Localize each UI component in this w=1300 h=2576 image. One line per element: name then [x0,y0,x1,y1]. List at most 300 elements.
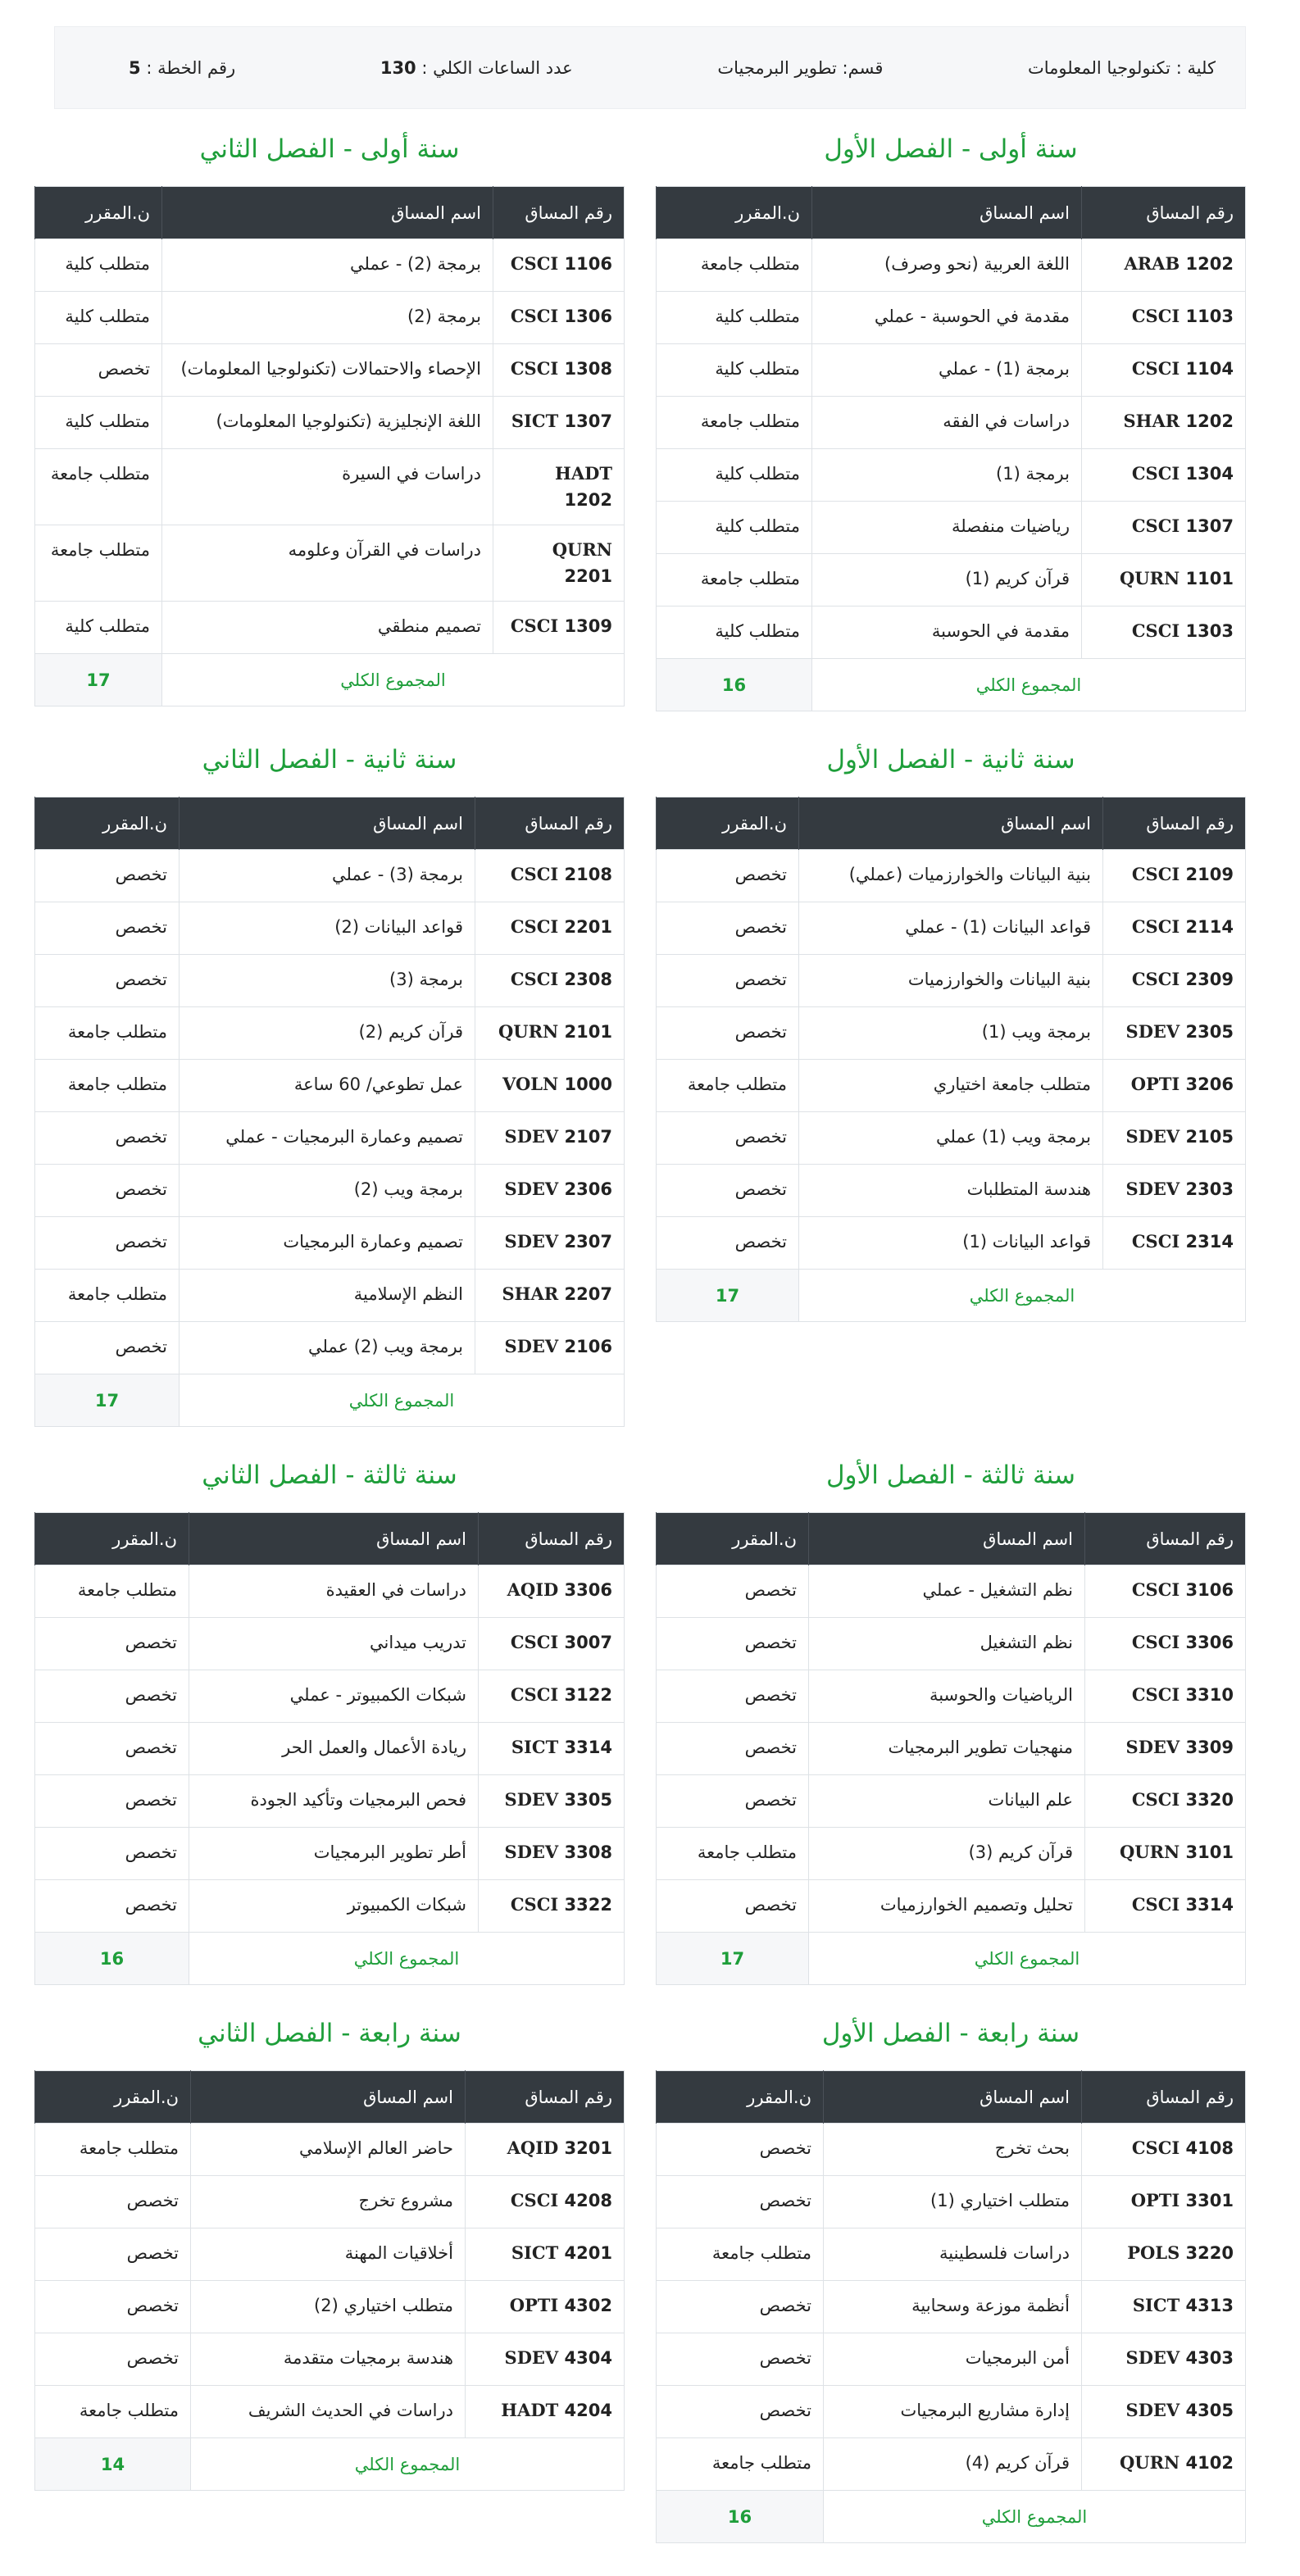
table-row [657,397,1246,449]
table-row [35,955,625,1007]
course-code-text [511,864,612,884]
courses-table [34,2070,625,2491]
course-type: متطلب جامعة [657,2228,824,2281]
course-name: دراسات في الفقه [812,397,1082,449]
table-header-row [657,2071,1246,2124]
course-number: 3314 [564,1738,612,1757]
course-code [1103,955,1246,1007]
course-number: 4302 [564,2296,612,2315]
course-prefix: CSCI [510,1632,559,1652]
course-type: تخصص [657,902,799,955]
course-code-text [511,1737,612,1757]
course-code [466,2124,625,2176]
course-number: 2314 [1185,1232,1234,1252]
course-name: أطر تطوير البرمجيات [189,1828,479,1880]
course-code [466,2281,625,2333]
table-row [657,1723,1246,1775]
total-label: المجموع الكلي [824,2491,1246,2543]
course-prefix: SDEV [1125,1179,1180,1199]
table-row [657,292,1246,344]
course-code [1103,1007,1246,1060]
table-row [35,850,625,902]
course-code-text [1132,969,1234,989]
course-name: فحص البرمجيات وتأكيد الجودة [189,1775,479,1828]
table-row [657,1565,1246,1618]
course-code-text [505,1126,612,1147]
course-name: حاضر العالم الإسلامي [191,2124,466,2176]
course-number: 2307 [564,1232,612,1252]
course-code [1082,397,1246,449]
table-row [35,1322,625,1374]
course-type: متطلب جامعة [35,2386,191,2438]
course-code-text [1120,568,1234,588]
table-header-row [657,797,1246,850]
course-number: 3306 [1185,1633,1234,1652]
column-header-code: رقم المساق [1082,187,1246,239]
course-prefix: CSCI [1131,463,1180,484]
course-prefix: CSCI [1131,1231,1180,1252]
course-prefix: OPTI [1130,2190,1180,2210]
column-header-name: اسم المساق [812,187,1082,239]
total-row [35,654,625,706]
course-code [1103,1060,1246,1112]
course-number: 2303 [1185,1179,1234,1199]
course-number: 3322 [564,1895,612,1915]
course-code [1082,607,1246,659]
department-info [717,58,883,78]
table-row [657,1828,1246,1880]
column-header-type: ن.المقرر [35,1513,189,1565]
course-prefix: CSCI [1131,1579,1180,1600]
course-name: علم البيانات [809,1775,1085,1828]
semester-block [656,1450,1246,1985]
course-code-text [502,1283,612,1304]
course-name: برمجة (1) - عملي [812,344,1082,397]
course-name: هندسة المتطلبات [799,1165,1103,1217]
course-number: 1304 [1185,464,1234,484]
course-code [475,1007,625,1060]
course-type: تخصص [35,1723,189,1775]
course-prefix: QURN [1119,1842,1180,1862]
course-code [1085,1880,1246,1933]
course-number: 2201 [564,566,612,586]
course-name: برمجة ويب (1) [799,1007,1103,1060]
column-header-name: اسم المساق [191,2071,466,2124]
course-name: أخلاقيات المهنة [191,2228,466,2281]
course-name: اللغة العربية (نحو وصرف) [812,239,1082,292]
course-number: 3306 [564,1580,612,1600]
course-number: 3309 [1185,1738,1234,1757]
total-row [35,1374,625,1427]
column-header-name: اسم المساق [824,2071,1082,2124]
course-prefix: SDEV [504,1789,559,1810]
course-type: متطلب جامعة [657,1060,799,1112]
course-name: الإحصاء والاحتمالات (تكنولوجيا المعلومات) [162,344,493,397]
total-row [657,659,1246,711]
course-name: مشروع تخرج [191,2176,466,2228]
course-number: 2114 [1185,917,1234,937]
course-number: 2106 [564,1337,612,1356]
table-row [35,1618,625,1670]
column-header-type: ن.المقرر [35,2071,191,2124]
table-row [35,1270,625,1322]
course-code [1082,2176,1246,2228]
course-code-text [501,2400,612,2420]
course-name: تحليل وتصميم الخوارزميات [809,1880,1085,1933]
table-header-row [657,1513,1246,1565]
course-type: متطلب جامعة [35,449,162,525]
course-code [1082,2124,1246,2176]
course-type: متطلب جامعة [35,2124,191,2176]
course-name: قرآن كريم (3) [809,1828,1085,1880]
course-code-text [1133,2295,1234,2315]
course-prefix: QURN [552,539,612,560]
course-name: بنية البيانات والخوارزميات (عملي) [799,850,1103,902]
course-type: متطلب كلية [657,502,812,554]
course-number: 3320 [1185,1790,1234,1810]
course-name: برمجة (3) [180,955,475,1007]
course-type: متطلب جامعة [35,1007,180,1060]
course-code [1103,850,1246,902]
plan-number-info [129,58,235,78]
course-number: 4304 [564,2348,612,2368]
semester-block [34,1450,625,1985]
course-type: تخصص [657,2333,824,2386]
course-prefix: OPTI [509,2295,559,2315]
course-name: قرآن كريم (1) [812,554,1082,607]
course-name: رياضيات منفصلة [812,502,1082,554]
course-code [493,602,625,654]
column-header-type: ن.المقرر [657,797,799,850]
course-code-text [1132,1632,1234,1652]
table-row [35,1775,625,1828]
course-code [1082,292,1246,344]
course-number: 1202 [1185,254,1234,274]
course-number: 2107 [564,1127,612,1147]
table-row [657,850,1246,902]
course-type: تخصص [35,1880,189,1933]
table-header-row [35,187,625,239]
course-code-text [511,2190,612,2210]
course-prefix: CSCI [1131,358,1180,379]
course-prefix: SDEV [1125,2347,1180,2368]
course-prefix: SDEV [504,2347,559,2368]
course-code-text [511,411,612,431]
course-name: دراسات في العقيدة [189,1565,479,1618]
course-type: متطلب جامعة [35,1060,180,1112]
course-name: برمجة (3) - عملي [180,850,475,902]
course-code [1103,1112,1246,1165]
plan-number-value: 5 [129,57,141,78]
course-number: 1101 [1185,569,1234,588]
course-number: 2309 [1185,970,1234,989]
course-type: تخصص [35,344,162,397]
semester-block [656,734,1246,1322]
table-row [657,2124,1246,2176]
course-prefix: CSCI [510,253,559,274]
course-number: 3314 [1185,1895,1234,1915]
course-name: برمجة ويب (1) عملي [799,1112,1103,1165]
table-row [35,397,625,449]
courses-table [34,797,625,1427]
table-row [35,1565,625,1618]
course-type: متطلب كلية [657,292,812,344]
course-type: تخصص [657,1565,809,1618]
course-type: متطلب جامعة [35,1565,189,1618]
course-number: 1202 [564,490,612,510]
course-code-text [1126,2347,1234,2368]
course-code-text [511,2242,612,2263]
course-code-text [507,2138,612,2158]
course-code-text [1126,2400,1234,2420]
table-row [657,1060,1246,1112]
course-prefix: SDEV [504,1126,559,1147]
course-name: متطلب اختياري (2) [191,2281,466,2333]
total-label: المجموع الكلي [180,1374,625,1427]
course-code [475,955,625,1007]
table-row [35,1723,625,1775]
course-code [1103,902,1246,955]
course-type: تخصص [657,1670,809,1723]
course-code [479,1618,625,1670]
course-code-text [510,2295,612,2315]
course-type: تخصص [657,1723,809,1775]
semester-title: سنة ثانية - الفصل الأول [826,745,1075,775]
total-hours: 17 [35,654,162,706]
course-name: الرياضيات والحوسبة [809,1670,1085,1723]
course-number: 3007 [564,1633,612,1652]
course-type: تخصص [657,955,799,1007]
course-prefix: CSCI [510,916,559,937]
course-code-text [505,2347,612,2368]
course-prefix: ARAB [1124,253,1180,274]
semester-title: سنة أولى - الفصل الثاني [199,134,460,164]
course-prefix: SDEV [1125,1021,1180,1042]
course-name: برمجة ويب (2) [180,1165,475,1217]
course-code [475,1322,625,1374]
course-prefix: SDEV [1125,2400,1180,2420]
course-type: تخصص [35,2333,191,2386]
table-row [657,344,1246,397]
course-prefix: AQID [507,2138,559,2158]
course-prefix: CSCI [1131,1789,1180,1810]
course-name: متطلب اختياري (1) [824,2176,1082,2228]
course-name: منهجيات تطوير البرمجيات [809,1723,1085,1775]
course-prefix: SICT [1132,2295,1180,2315]
course-prefix: POLS [1127,2242,1180,2263]
course-code [475,850,625,902]
course-code-text [1126,1021,1234,1042]
course-code-text [507,1579,612,1600]
table-row [35,1165,625,1217]
course-code-text [555,463,612,510]
total-label: المجموع الكلي [189,1933,625,1985]
table-row [657,2228,1246,2281]
table-row [35,1112,625,1165]
table-row [35,2333,625,2386]
course-type: متطلب جامعة [35,525,162,602]
table-row [657,2386,1246,2438]
course-number: 3122 [564,1685,612,1705]
course-name: شبكات الكمبيوتر - عملي [189,1670,479,1723]
course-number: 1308 [564,359,612,379]
course-name: بحث تخرج [824,2124,1082,2176]
course-number: 2306 [564,1179,612,1199]
course-prefix: CSCI [1131,1632,1180,1652]
course-type: تخصص [657,1217,799,1270]
course-code-text [1127,2242,1234,2263]
course-type: تخصص [35,2228,191,2281]
course-type: تخصص [657,2176,824,2228]
course-number: 1000 [564,1074,612,1094]
course-code [493,239,625,292]
course-number: 4102 [1185,2453,1234,2473]
table-row [657,607,1246,659]
total-hours: 16 [35,1933,189,1985]
course-type: تخصص [657,1007,799,1060]
course-code [1103,1165,1246,1217]
course-prefix: SICT [511,411,559,431]
course-code [1085,1565,1246,1618]
course-type: تخصص [657,1775,809,1828]
plan-header [54,26,1246,109]
table-row [657,1880,1246,1933]
table-row [657,955,1246,1007]
course-code-text [1132,1684,1234,1705]
column-header-type: ن.المقرر [35,797,180,850]
table-row [35,525,625,602]
course-prefix: OPTI [1130,1074,1180,1094]
course-code-text [505,1336,612,1356]
table-row [657,902,1246,955]
column-header-name: اسم المساق [809,1513,1085,1565]
column-header-type: ن.المقرر [657,2071,824,2124]
course-code [1085,1723,1246,1775]
table-row [35,2281,625,2333]
table-row [657,1112,1246,1165]
course-number: 3310 [1185,1685,1234,1705]
semester-block [34,734,625,1427]
course-prefix: SHAR [502,1283,559,1304]
course-number: 1202 [1185,411,1234,431]
table-row [657,2438,1246,2491]
column-header-code: رقم المساق [479,1513,625,1565]
course-code-text [498,1021,612,1042]
course-number: 3206 [1185,1074,1234,1094]
course-prefix: QURN [498,1021,559,1042]
course-name: اللغة الإنجليزية (تكنولوجيا المعلومات) [162,397,493,449]
table-row [35,344,625,397]
course-code-text [552,539,612,586]
course-number: 1103 [1185,307,1234,326]
course-number: 2201 [564,917,612,937]
total-hours: 17 [657,1270,799,1322]
course-code [1085,1828,1246,1880]
table-row [35,1670,625,1723]
course-code-text [505,1179,612,1199]
course-number: 3305 [564,1790,612,1810]
course-prefix: SHAR [1123,411,1180,431]
course-number: 2109 [1185,865,1234,884]
course-type: تخصص [657,2281,824,2333]
table-row [35,1828,625,1880]
course-code [1103,1217,1246,1270]
course-prefix: CSCI [1131,2138,1180,2158]
course-type: تخصص [35,1775,189,1828]
course-prefix: HADT [501,2400,559,2420]
course-code-text [511,916,612,937]
course-type: تخصص [657,1880,809,1933]
course-prefix: CSCI [510,358,559,379]
table-row [657,1217,1246,1270]
course-code-text [1132,516,1234,536]
course-name: بنية البيانات والخوارزميات [799,955,1103,1007]
semester-block [34,2008,625,2491]
course-name: نظم التشغيل - عملي [809,1565,1085,1618]
course-code-text [505,1842,612,1862]
course-type: تخصص [35,1112,180,1165]
course-code-text [511,306,612,326]
course-code-text [505,1231,612,1252]
course-code [475,1060,625,1112]
table-row [657,239,1246,292]
courses-table [656,186,1246,711]
course-code-text [1132,864,1234,884]
course-code [479,1670,625,1723]
course-number: 1309 [564,616,612,636]
course-number: 4201 [564,2243,612,2263]
course-number: 1106 [564,254,612,274]
course-number: 4303 [1185,2348,1234,2368]
course-type: تخصص [35,955,180,1007]
course-number: 2207 [564,1284,612,1304]
course-code [479,1565,625,1618]
table-row [35,2386,625,2438]
course-type: تخصص [657,1165,799,1217]
course-name: دراسات في السيرة [162,449,493,525]
semester-block [34,124,625,706]
table-row [35,2176,625,2228]
course-name: دراسات في القرآن وعلومه [162,525,493,602]
course-name: تدريب ميداني [189,1618,479,1670]
course-code-text [1132,463,1234,484]
course-code-text [1126,1126,1234,1147]
course-prefix: CSCI [1131,864,1180,884]
courses-table [656,797,1246,1322]
course-type: تخصص [35,1217,180,1270]
table-row [657,1007,1246,1060]
course-code-text [511,616,612,636]
table-row [657,554,1246,607]
semester-title: سنة رابعة - الفصل الثاني [198,2019,461,2048]
course-name: هندسة برمجيات متقدمة [191,2333,466,2386]
semester-title: سنة رابعة - الفصل الأول [821,2019,1080,2048]
course-code [479,1828,625,1880]
plan-number-label: رقم الخطة : [146,57,236,78]
course-code-text [1132,620,1234,641]
course-prefix: CSCI [1131,516,1180,536]
course-code [466,2333,625,2386]
courses-table [34,186,625,706]
course-type: متطلب كلية [657,449,812,502]
course-type: تخصص [657,2386,824,2438]
course-code [479,1880,625,1933]
table-header-row [35,797,625,850]
total-hours-info [380,58,573,78]
course-prefix: CSCI [510,306,559,326]
course-number: 1303 [1185,621,1234,641]
column-header-name: اسم المساق [799,797,1103,850]
